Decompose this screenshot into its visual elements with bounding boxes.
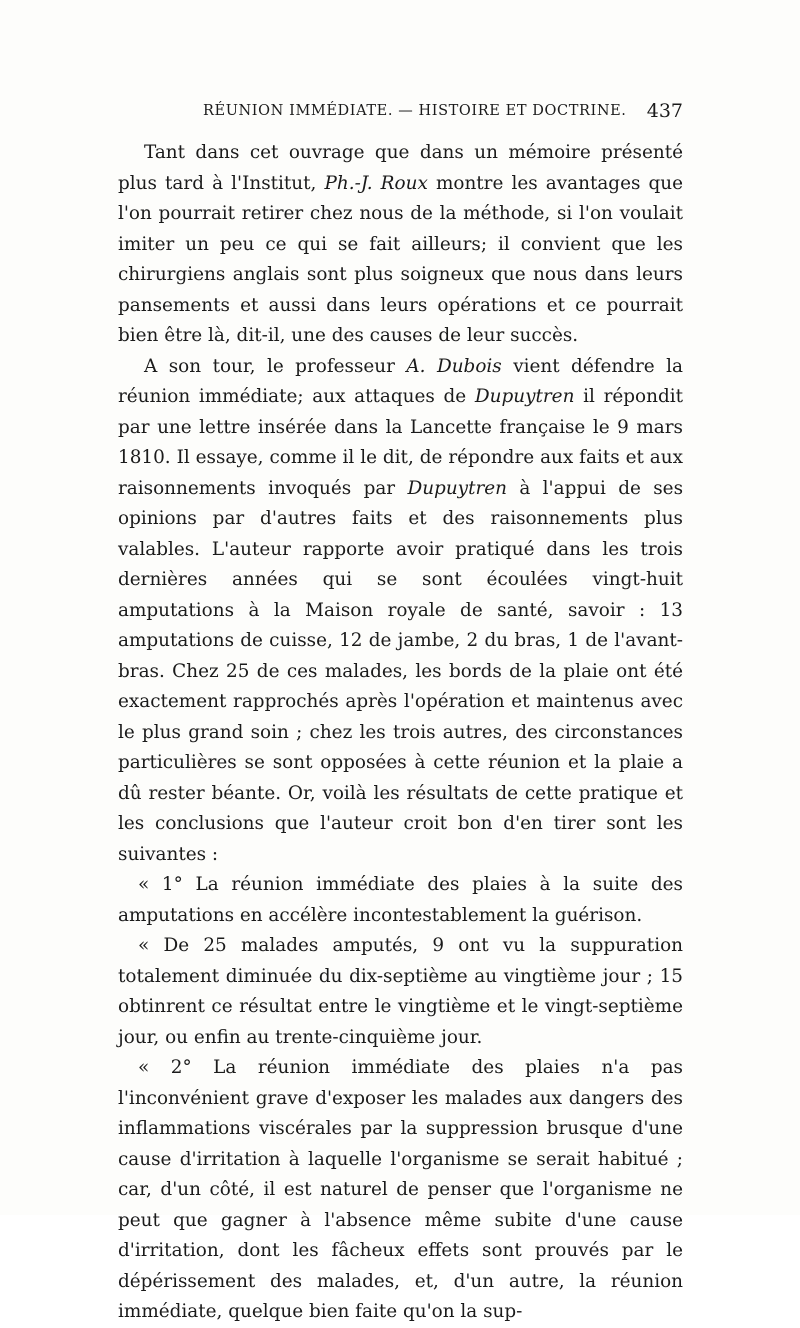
quote-results: « De 25 malades amputés, 9 ont vu la suppuration totalement diminuée du dix-septième au vingtième jour ; 15 obtinrent ce résultat entre le vingtième et le vingt-septième jour, ou enfin au trente-cinquième jour. [118,935,683,1048]
author-name: A. Dubois [406,355,502,377]
paragraph-roux [118,138,683,352]
paragraph-text: A son tour, le professeur [144,355,407,377]
author-name: Ph.-J. Roux [324,172,428,194]
paragraph-dubois [118,352,683,871]
paragraph-text: à l'appui de ses opinions par d'autres faits et des raisonnements plus valables. L'auteur rapporte avoir pratiqué dans les trois dernières années qui se sont écoulées vingt-huit amputations à la Maison royale de santé, savoir : 13 amputations de cuisse, 12 de jambe, 2 du bras, 1 de l'avant-bras. Chez 25 de ces malades, les bords de la plaie ont été exactement rapprochés après l'opération et maintenus avec le plus grand soin ; chez les trois autres, des circonstances particulières se sont opposées à cette réunion et la plaie a dû rester béante. Or, voilà les résultats de cette pratique et les conclusions que l'auteur croit bon d'en tirer sont les suivantes : [118,477,684,865]
running-header [203,100,683,125]
paragraph-text: montre les avantages que l'on pourrait retirer chez nous de la méthode, si l'on voulait imiter un peu ce qui se fait ailleurs; il convient que les chirurgiens anglais sont plus soigneux que nous dans leurs pansements et aussi dans leurs opérations et ce pourrait bien être là, dit-il, une des causes de leur succès. [118,172,684,346]
paragraph-text: Tant dans cet ouvrage que dans un mémoire présenté plus tard à l'Institut, [118,142,683,194]
quote-conclusion-2: « 2° La réunion immédiate des plaies n'a pas l'inconvénient grave d'exposer les malades aux dangers des inflammations viscérales par la suppression brusque d'une cause d'irritation à laquelle l'organisme se serait habitué ; car, d'un côté, il est naturel de penser que l'organisme ne peut que gagner à l'absence même subite d'une cause d'irritation, dont les fâcheux effets sont prouvés par le dépérissement des malades, et, d'un autre, la réunion immédiate, quelque bien faite qu'on la sup- [118,1057,683,1322]
body-text [118,138,683,1328]
paragraph-text: vient défendre la réunion immédiate; aux attaques de [118,355,683,407]
running-title: RÉUNION IMMÉDIATE. — HISTOIRE ET DOCTRINE. [203,103,627,119]
paragraph-text: il répondit par une lettre insérée dans la Lancette française le 9 mars 1810. Il essaye, comme il le dit, de répondre aux faits et aux raisonnements invoqués par [118,386,683,499]
author-name: Dupuytren [407,477,507,499]
page-number: 437 [646,100,683,122]
quote-conclusion-1: « 1° La réunion immédiate des plaies à la suite des amputations en accélère incontestablement la guérison. [118,874,683,926]
author-name: Dupuytren [474,386,575,407]
